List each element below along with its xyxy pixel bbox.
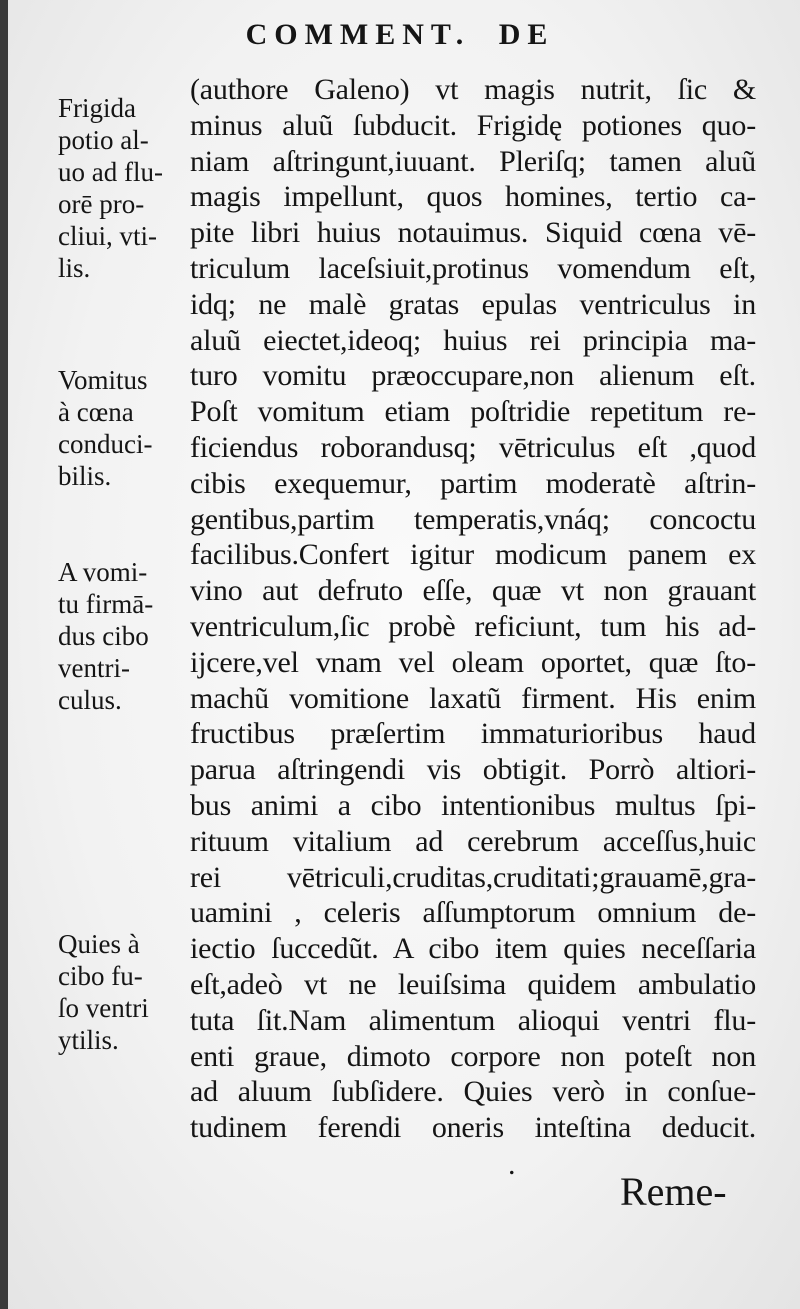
margin-note-line: cliui, vti- (58, 221, 157, 251)
margin-note-line: A vomi- (58, 557, 148, 587)
margin-note-line: ventri- (58, 653, 130, 683)
text-line: rituum vitalium ad cerebrum acceſſus,huic (190, 824, 756, 858)
text-line: minus aluũ ſubducit. Frigidę potiones quo- (190, 108, 756, 142)
text-line: ad aluum ſubſidere. Quies verò in conſue- (190, 1075, 756, 1109)
margin-note-line: cibo fu- (58, 961, 143, 991)
text-line: fructibus præſertim immaturioribus haud (190, 717, 756, 751)
text-line: rei vētriculi,cruditas,cruditati;grauamē,gra- (190, 860, 756, 894)
text-line: iectio ſuccedũt. A cibo item quies neceſſaria (190, 932, 756, 966)
text-line: aluũ eiectet,ideoq; huius rei principia ma- (190, 323, 756, 357)
page-edge-shadow (0, 0, 8, 1309)
text-line: triculum laceſsiuit,protinus vomendum eſt, (190, 251, 756, 285)
text-line: ijcere,vel vnam vel oleam oportet, quæ ſto- (190, 645, 756, 679)
text-line: eſt,adeò vt ne leuiſsima quidem ambulatio (190, 967, 756, 1001)
text-line: niam aſtringunt,iuuant. Pleriſq; tamen aluũ (190, 144, 756, 178)
text-line: machũ vomitione laxatũ firment. His enim (190, 681, 756, 715)
margin-note-line: Quies à (58, 929, 140, 959)
margin-note-line: lis. (58, 253, 91, 283)
text-line: cibis exequemur, partim moderatè aſtrin- (190, 466, 756, 500)
text-line: gentibus,partim temperatis,vnáq; concoctu (190, 502, 756, 536)
margin-note-line: à cœna (58, 397, 134, 427)
margin-note-line: potio al- (58, 125, 149, 155)
text-line: turo vomitu præoccupare,non alienum eſt. (190, 359, 756, 393)
text-line: (authore Galeno) vt magis nutrit, ſic & (190, 73, 756, 106)
text-line: tudinem ferendi oneris inteſtina deducit. (190, 1111, 756, 1145)
margin-note-quies (58, 928, 188, 1056)
margin-note-line: conduci- (58, 429, 153, 459)
margin-note-line: Frigida (58, 93, 136, 123)
text-line: facilibus.Confert igitur modicum panem ex (190, 538, 756, 572)
text-line: enti graue, dimoto corpore non poteſt non (190, 1039, 756, 1073)
text-line: pite libri huius notauimus. Siquid cœna vē- (190, 216, 756, 250)
text-line: Poſt vomitum etiam poſtridie repetitum re- (190, 395, 756, 429)
margin-note-vomitus (58, 364, 188, 492)
margin-note-line: tu firmā- (58, 589, 154, 619)
catchword: Reme- (620, 1169, 727, 1214)
margin-note-line: Vomitus (58, 365, 148, 395)
text-line: magis impellunt, quos homines, tertio ca- (190, 180, 756, 214)
margin-note-line: ſo ventri (58, 993, 149, 1023)
margin-note-line: dus cibo (58, 621, 149, 651)
text-line: ventriculum,ſic probè reficiunt, tum his ad- (190, 609, 756, 643)
margin-note-line: ytilis. (58, 1025, 119, 1055)
running-head: COMMENT. DE (245, 18, 555, 51)
margin-note-frigida (58, 92, 188, 284)
text-line: bus animi a cibo intentionibus multus ſpi- (190, 788, 756, 822)
margin-note-line: bilis. (58, 461, 112, 491)
text-line: tuta ſit.Nam alimentum alioqui ventri flu- (190, 1003, 756, 1037)
text-line: ficiendus roborandusq; vētriculus eſt ,quod (190, 430, 756, 464)
ornament-dot: . (508, 1148, 516, 1181)
main-text-block (190, 72, 756, 1146)
text-line: uamini , celeris aſſumptorum omnium de- (190, 896, 756, 930)
margin-note-a-vomitu (58, 556, 188, 716)
margin-note-line: orē pro- (58, 189, 145, 219)
margin-note-line: culus. (58, 685, 122, 715)
text-line: parua aſtringendi vis obtigit. Porrò altiori- (190, 753, 756, 787)
text-line: idq; ne malè gratas epulas ventriculus in (190, 287, 756, 321)
margin-note-line: uo ad flu- (58, 157, 163, 187)
text-line: vino aut defruto eſſe, quæ vt non grauant (190, 574, 756, 608)
